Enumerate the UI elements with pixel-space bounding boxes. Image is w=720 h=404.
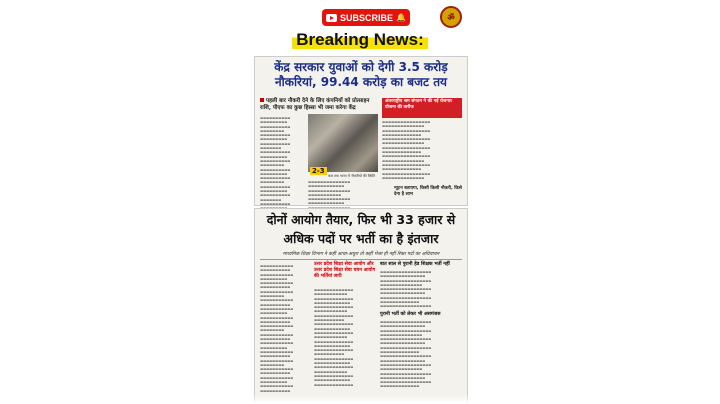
story2-right-column-title: बात साल से पुरानी हेड शिक्षक भर्ती नहीं (380, 262, 450, 267)
story1-column-right: ▬▬▬▬▬▬▬▬▬▬▬▬▬▬▬▬ ▬▬▬▬▬▬▬▬▬▬▬▬▬▬ ▬▬▬▬▬▬▬▬▬▬▬▬▬▬▬▬ ▬▬▬▬▬▬▬▬▬▬▬▬▬ ▬▬▬▬▬▬▬▬▬▬▬▬▬▬▬▬ ▬▬▬▬▬▬▬▬▬▬▬▬▬▬ ▬▬▬▬▬▬▬▬▬▬▬▬▬▬▬▬ ▬▬▬▬▬▬▬▬▬▬▬▬▬ ▬▬▬▬▬▬▬▬▬▬▬▬▬▬▬▬ ▬▬▬▬▬▬▬▬▬▬▬▬▬▬ ▬▬▬▬▬▬▬▬▬▬▬▬▬▬▬▬ ▬▬▬▬▬▬▬▬▬▬▬▬▬ ▬▬▬▬▬▬▬▬▬▬▬▬▬▬▬▬ ▬▬▬▬▬▬▬▬▬▬▬▬▬▬ (382, 120, 431, 180)
story1-sidebar-red-box: अंतरराष्ट्रीय श्रम संगठन ने की नई रोजगार योजना की तारीफ (382, 98, 462, 118)
subscribe-label: SUBSCRIBE (340, 12, 394, 23)
story1-headline: केंद्र सरकार युवाओं को देगी 3.5 करोड़ नौकरियां, 99.44 करोड़ का बजट तय (274, 60, 448, 89)
story1-photo-caption: कल तक भारत में नौकरियों की स्थिति (328, 174, 376, 178)
bottom-fade (248, 394, 472, 404)
video-frame (248, 0, 472, 404)
story2-column-right-top: ▬▬▬▬▬▬▬▬▬▬▬▬▬▬▬▬▬ ▬▬▬▬▬▬▬▬▬▬▬▬▬▬▬ ▬▬▬▬▬▬▬▬▬▬▬▬▬▬▬▬▬ ▬▬▬▬▬▬▬▬▬▬▬▬▬▬ ▬▬▬▬▬▬▬▬▬▬▬▬▬▬▬▬▬ ▬▬▬▬▬▬▬▬▬▬▬▬▬▬▬ ▬▬▬▬▬▬▬▬▬▬▬▬▬▬▬▬▬ ▬▬▬▬▬▬▬▬▬▬▬▬▬ ▬▬▬▬▬▬▬▬▬▬▬▬▬▬▬▬▬ (380, 270, 432, 309)
story2-column-mid: ▬▬▬▬▬▬▬▬▬▬▬▬▬ ▬▬▬▬▬▬▬▬▬▬▬ ▬▬▬▬▬▬▬▬▬▬▬▬▬ ▬▬▬▬▬▬▬▬▬▬▬▬ ▬▬▬▬▬▬▬▬▬▬▬▬▬ ▬▬▬▬▬▬▬▬▬▬▬ ▬▬▬▬▬▬▬▬▬▬▬▬▬ ▬▬▬▬▬▬▬▬▬▬ ▬▬▬▬▬▬▬▬▬▬▬▬▬ ▬▬▬▬▬▬▬▬▬▬▬▬ ▬▬▬▬▬▬▬▬▬▬▬▬▬ ▬▬▬▬▬▬▬▬▬▬▬ ▬▬▬▬▬▬▬▬▬▬▬▬▬ ▬▬▬▬▬▬▬▬▬▬▬▬ ▬▬▬▬▬▬▬▬▬▬▬▬▬ ▬▬▬▬▬▬▬▬▬▬ ▬▬▬▬▬▬▬▬▬▬▬▬▬ ▬▬▬▬▬▬▬▬▬▬▬▬ ▬▬▬▬▬▬▬▬▬▬▬▬▬ ▬▬▬▬▬▬▬▬▬▬▬ ▬▬▬▬▬▬▬▬▬▬▬▬▬ ▬▬▬▬▬▬▬▬▬▬▬▬ ▬▬▬▬▬▬▬▬▬▬▬▬▬ (314, 288, 354, 387)
story1-photo-badge: 2-3 (312, 167, 325, 175)
youtube-play-icon (326, 14, 337, 22)
story2-column-left: ▬▬▬▬▬▬▬▬▬▬▬ ▬▬▬▬▬▬▬▬▬▬ ▬▬▬▬▬▬▬▬▬▬▬ ▬▬▬▬▬▬▬▬▬ ▬▬▬▬▬▬▬▬▬▬▬ ▬▬▬▬▬▬▬▬▬▬ ▬▬▬▬▬▬▬▬▬▬▬ ▬▬▬▬▬▬▬▬ ▬▬▬▬▬▬▬▬▬▬▬ ▬▬▬▬▬▬▬▬▬▬ ▬▬▬▬▬▬▬▬▬▬▬ ▬▬▬▬▬▬▬▬▬ ▬▬▬▬▬▬▬▬▬▬▬ ▬▬▬▬▬▬▬▬▬▬ ▬▬▬▬▬▬▬▬▬▬▬ ▬▬▬▬▬▬▬▬ ▬▬▬▬▬▬▬▬▬▬▬ ▬▬▬▬▬▬▬▬▬▬ ▬▬▬▬▬▬▬▬▬▬▬ ▬▬▬▬▬▬▬▬▬ ▬▬▬▬▬▬▬▬▬▬▬ ▬▬▬▬▬▬▬▬▬▬ ▬▬▬▬▬▬▬▬▬▬▬ ▬▬▬▬▬▬▬▬ ▬▬▬▬▬▬▬▬▬▬▬ ▬▬▬▬▬▬▬▬▬▬ ▬▬▬▬▬▬▬▬▬▬▬ ▬▬▬▬▬▬▬▬▬ ▬▬▬▬▬▬▬▬▬▬▬ ▬▬▬▬▬▬▬▬▬▬ (260, 264, 294, 393)
story2-mid-column-title: उत्तर प्रदेश शिक्षा सेवा आयोग और उत्तर प्रदेश शिक्षा सेवा चयन आयोग की भर्तियां जारी (314, 262, 376, 279)
story2-right-column-title-2: पुरानी भर्ती को लेकर भी असमंजस (380, 312, 441, 317)
story1-column-left: ▬▬▬▬▬▬▬▬▬▬ ▬▬▬▬▬▬▬▬▬ ▬▬▬▬▬▬▬▬▬▬ ▬▬▬▬▬▬▬▬ ▬▬▬▬▬▬▬▬▬▬ ▬▬▬▬▬▬▬▬▬ ▬▬▬▬▬▬▬▬▬▬ ▬▬▬▬▬▬▬ ▬▬▬▬▬▬▬▬▬▬ ▬▬▬▬▬▬▬▬▬ ▬▬▬▬▬▬▬▬▬▬ ▬▬▬▬▬▬▬▬ ▬▬▬▬▬▬▬▬▬▬ ▬▬▬▬▬▬▬▬▬ ▬▬▬▬▬▬▬▬▬▬ ▬▬▬▬▬▬▬▬ ▬▬▬▬▬▬▬▬▬▬ ▬▬▬▬▬▬▬▬▬ ▬▬▬▬▬▬▬▬▬▬ ▬▬▬▬▬▬▬ ▬▬▬▬▬▬▬▬▬▬ (260, 116, 291, 206)
story1-photo (308, 114, 378, 172)
channel-emblem-icon (440, 6, 462, 28)
story2-subhead: माध्यमिक शिक्षा विभाग ने कहीं आधा-अधूरा तो कहीं भेजा ही नहीं रिक्त पदों का अधियाचन (282, 252, 440, 257)
breaking-news-title (248, 30, 472, 50)
story1-box-note: न्यूटन बताएगा, किसी किसी नौकरी, किसे देना है लाभ (394, 186, 462, 197)
story1-subhead: पहली बार नौकरी देने के लिए कंपनियों को प्रोत्साहन राशि, पीएफ का कुछ हिस्सा भी जमा करेगा केंद्र (260, 98, 378, 112)
bell-icon: 🔔 (396, 13, 406, 22)
left-background-panel (0, 0, 248, 404)
story1-column-mid: ▬▬▬▬▬▬▬▬▬▬▬▬▬▬ ▬▬▬▬▬▬▬▬▬▬▬▬ ▬▬▬▬▬▬▬▬▬▬▬▬▬▬ ▬▬▬▬▬▬▬▬▬▬▬ ▬▬▬▬▬▬▬▬▬▬▬▬▬▬ ▬▬▬▬▬▬▬▬▬▬▬▬ (308, 180, 351, 206)
emblem-glyph: ॐ (447, 12, 455, 22)
story2-column-right-bottom: ▬▬▬▬▬▬▬▬▬▬▬▬▬▬▬▬▬ ▬▬▬▬▬▬▬▬▬▬▬▬▬▬▬ ▬▬▬▬▬▬▬▬▬▬▬▬▬▬▬▬▬ ▬▬▬▬▬▬▬▬▬▬▬▬▬▬ ▬▬▬▬▬▬▬▬▬▬▬▬▬▬▬▬▬ ▬▬▬▬▬▬▬▬▬▬▬▬▬▬▬ ▬▬▬▬▬▬▬▬▬▬▬▬▬▬▬▬▬ ▬▬▬▬▬▬▬▬▬▬▬▬▬ ▬▬▬▬▬▬▬▬▬▬▬▬▬▬▬▬▬ ▬▬▬▬▬▬▬▬▬▬▬▬▬▬▬ ▬▬▬▬▬▬▬▬▬▬▬▬▬▬▬▬▬ ▬▬▬▬▬▬▬▬▬▬▬▬▬▬ ▬▬▬▬▬▬▬▬▬▬▬▬▬▬▬▬▬ ▬▬▬▬▬▬▬▬▬▬▬▬▬▬▬ ▬▬▬▬▬▬▬▬▬▬▬▬▬▬▬▬▬ ▬▬▬▬▬▬▬▬▬▬▬▬▬ (380, 320, 432, 389)
breaking-news-label: Breaking News: (292, 30, 428, 49)
story2-divider (260, 259, 462, 260)
right-background-panel (472, 0, 720, 404)
story2-headline: दोनों आयोग तैयार, फिर भी 33 हजार से अधिक पदों पर भर्ती का है इंतजार (266, 212, 456, 246)
subscribe-button[interactable] (322, 9, 410, 26)
